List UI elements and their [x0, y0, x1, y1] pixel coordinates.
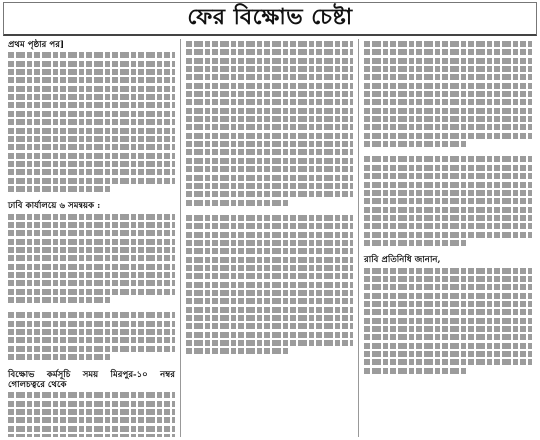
text-line [186, 323, 353, 329]
text-line [364, 334, 532, 340]
headline: ফের বিক্ষোভ চেষ্টা [187, 5, 353, 30]
section-subhead: ঢাবি কার্যালয়ে ৬ সমন্বয়ক : [8, 201, 101, 212]
text-line [364, 49, 532, 55]
text-line [186, 348, 290, 354]
text-line [8, 417, 175, 423]
text-line [8, 401, 175, 407]
text-line [8, 297, 112, 303]
text-line [364, 190, 532, 196]
text-line [186, 191, 353, 197]
text-line [364, 359, 532, 365]
text-line [364, 223, 532, 229]
text-line [186, 58, 353, 64]
text-lines [364, 156, 532, 245]
text-line [186, 83, 353, 89]
text-line [8, 136, 175, 142]
text-line [8, 128, 175, 134]
text-line [8, 69, 175, 75]
text-line [8, 247, 175, 253]
text-line [186, 273, 353, 279]
text-lines [364, 268, 532, 374]
text-line [364, 99, 532, 105]
section-subhead: বিক্ষোভ কর্মসূচি সময় মিরপুর-১০ নম্বর গোলচত্বরে থেকে [8, 369, 175, 390]
article-paragraph [186, 215, 353, 362]
text-line [8, 144, 175, 150]
text-line [364, 66, 532, 72]
article-column-1 [3, 39, 181, 437]
text-line [8, 61, 175, 67]
text-line [186, 307, 353, 313]
text-line [186, 183, 353, 189]
text-lines [186, 41, 353, 206]
text-line [186, 257, 353, 263]
text-line [186, 141, 353, 147]
text-line [364, 207, 532, 213]
text-line [8, 392, 175, 398]
section-subhead: রাবি প্রতিনিধি জানান, [364, 255, 441, 266]
text-line [364, 318, 532, 324]
text-line [8, 119, 175, 125]
text-line [364, 41, 532, 47]
text-line [8, 230, 175, 236]
text-line [186, 166, 353, 172]
text-line [186, 49, 353, 55]
text-line [186, 223, 353, 229]
text-line [186, 215, 353, 221]
text-line [186, 108, 353, 114]
text-line [364, 173, 532, 179]
text-line [186, 99, 353, 105]
section-subhead: প্রথম পৃষ্ঠার পর] [8, 40, 65, 50]
text-line [8, 409, 175, 415]
text-lines [186, 215, 353, 355]
text-line [8, 312, 175, 318]
text-line [186, 248, 353, 254]
text-line [364, 74, 532, 80]
text-line [364, 301, 532, 307]
text-line [8, 153, 175, 159]
text-lines [8, 214, 175, 303]
text-line [364, 276, 532, 282]
text-line [8, 214, 175, 220]
text-line [8, 346, 175, 352]
text-line [186, 91, 353, 97]
text-line [186, 340, 353, 346]
text-line [8, 434, 175, 437]
article-paragraph [364, 156, 532, 253]
text-line [186, 265, 353, 271]
text-line [364, 133, 532, 139]
text-line [364, 343, 532, 349]
text-line [8, 111, 175, 117]
text-line [364, 198, 532, 204]
text-line [186, 315, 353, 321]
text-line [364, 182, 532, 188]
article-columns [3, 39, 537, 437]
text-lines [8, 392, 175, 437]
text-line [186, 149, 353, 155]
text-line [8, 239, 175, 245]
text-line [364, 368, 468, 374]
text-line [8, 161, 175, 167]
article-paragraph [186, 41, 353, 213]
text-line [8, 272, 175, 278]
text-line [8, 329, 175, 335]
text-line [186, 200, 290, 206]
text-lines [364, 41, 532, 147]
text-line [186, 41, 353, 47]
text-line [186, 298, 353, 304]
text-line [8, 52, 175, 58]
text-line [186, 158, 353, 164]
article-paragraph [8, 370, 175, 438]
headline-banner [3, 2, 537, 36]
text-line [186, 290, 353, 296]
text-line [364, 232, 532, 238]
text-line [186, 240, 353, 246]
text-line [8, 337, 175, 343]
text-line [364, 351, 532, 357]
text-line [8, 321, 175, 327]
text-line [186, 124, 353, 130]
text-line [186, 332, 353, 338]
article-column-2 [181, 39, 359, 437]
text-line [8, 289, 175, 295]
article-paragraph [8, 312, 175, 367]
text-line [364, 58, 532, 64]
text-line [364, 215, 532, 221]
text-line [364, 326, 532, 332]
text-line [364, 284, 532, 290]
text-line [8, 186, 112, 192]
text-line [8, 280, 175, 286]
text-line [186, 66, 353, 72]
text-line [186, 133, 353, 139]
text-line [186, 232, 353, 238]
text-line [186, 74, 353, 80]
text-line [364, 124, 532, 130]
text-line [364, 240, 468, 246]
article-column-3 [359, 39, 537, 437]
text-line [8, 169, 175, 175]
text-line [364, 156, 532, 162]
text-line [364, 165, 532, 171]
text-line [364, 108, 532, 114]
text-line [186, 282, 353, 288]
article-paragraph [8, 201, 175, 310]
text-line [364, 83, 532, 89]
article-paragraph [364, 255, 532, 381]
text-line [8, 222, 175, 228]
text-lines [8, 312, 175, 360]
text-line [8, 255, 175, 261]
text-line [364, 293, 532, 299]
text-line [8, 178, 175, 184]
text-line [364, 91, 532, 97]
text-line [8, 86, 175, 92]
article-paragraph [364, 41, 532, 154]
text-line [8, 264, 175, 270]
text-line [364, 309, 532, 315]
text-line [364, 268, 532, 274]
article-paragraph [8, 40, 175, 199]
text-line [8, 426, 175, 432]
text-line [186, 116, 353, 122]
text-line [364, 141, 468, 147]
text-line [186, 175, 353, 181]
text-line [364, 116, 532, 122]
text-line [8, 77, 175, 83]
text-line [8, 354, 112, 360]
text-lines [8, 52, 175, 192]
text-line [8, 102, 175, 108]
text-line [8, 94, 175, 100]
